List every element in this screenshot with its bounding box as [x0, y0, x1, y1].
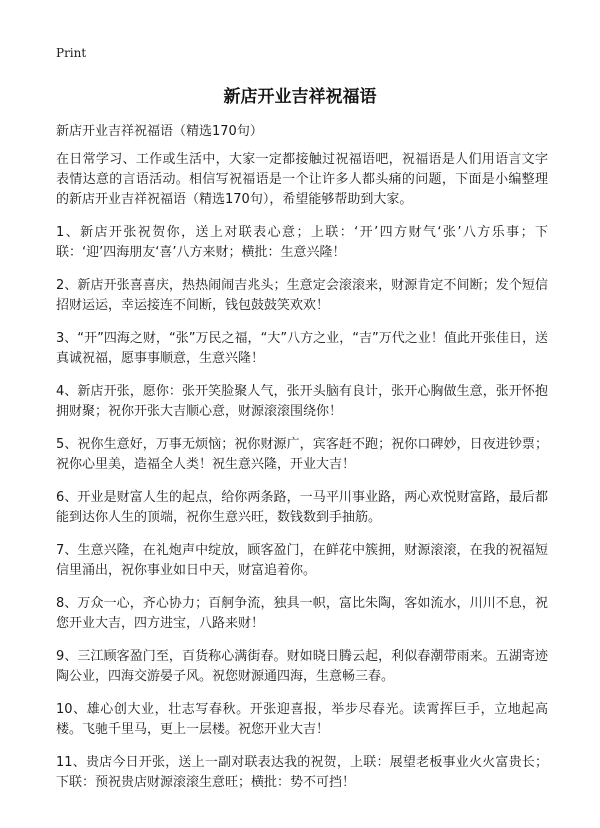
page-subtitle: 新店开业吉祥祝福语（精选170句） [56, 124, 263, 139]
blessing-item-2: 2、新店开张喜喜庆，热热闹闹吉兆头；生意定会滚滚来，财源肯定不间断；发个短信招财运运，幸运接连不间断，钱包鼓鼓笑欢欢！ [56, 278, 548, 313]
intro-paragraph: 在日常学习、工作或生活中，大家一定都接触过祝福语吧，祝福语是人们用语言文字表情达意的言语活动。相信写祝福语是一个让许多人都头痛的问题，下面是小编整理的新店开业吉祥祝福语（精选170句），希望能够帮助到大家。 [56, 152, 548, 207]
blessing-item-11: 11、贵店今日开张，送上一副对联表达我的祝贺，上联：展望老板事业火火富贵长；下联：预祝贵店财源滚滚生意旺；横批：势不可挡！ [56, 755, 548, 790]
article-body [56, 150, 548, 806]
blessing-item-7: 7、生意兴隆，在礼炮声中绽放，顾客盈门，在鲜花中簇拥，财源滚滚，在我的祝福短信里涌出，祝你事业如日中天，财富追着你。 [56, 543, 548, 578]
blessing-item-5: 5、祝你生意好，万事无烦恼；祝你财源广，宾客赶不跑；祝你口碑妙，日夜进钞票；祝你心里美，造福全人类！祝生意兴隆，开业大吉！ [56, 437, 548, 472]
print-link[interactable]: Print [56, 46, 87, 60]
blessing-item-1: 1、新店开张祝贺你，送上对联表心意；上联：‘开’四方财气‘张’八方乐事；下联：‘迎’四海朋友‘喜’八方来财；横批：生意兴隆！ [56, 225, 548, 260]
blessing-item-3: 3、“开”四海之财，“张”万民之福，“大”八方之业，“吉”万代之业！值此开张佳日，送真诚祝福，愿事事顺意，生意兴隆！ [56, 331, 548, 366]
blessing-item-6: 6、开业是财富人生的起点，给你两条路，一马平川事业路，两心欢悦财富路，最后都能到达你人生的顶端，祝你生意兴旺，数钱数到手抽筋。 [56, 490, 548, 525]
page-title: 新店开业吉祥祝福语 [223, 87, 377, 107]
blessing-item-10: 10、雄心创大业，壮志写春秋。开张迎喜报，举步尽春光。读霄挥巨手，立地起高楼。飞驰千里马，更上一层楼。祝您开业大吉！ [56, 702, 548, 737]
blessing-item-4: 4、新店开张，愿你：张开笑脸聚人气，张开头脑有良计，张开心胸做生意，张开怀抱拥财聚；祝你开张大吉顺心意，财源滚滚围绕你！ [56, 384, 548, 419]
blessing-item-8: 8、万众一心，齐心协力；百舸争流，独具一帜，富比朱陶，客如流水，川川不息，祝您开业大吉，四方进宝，八路来财！ [56, 596, 548, 631]
blessing-item-9: 9、三江顾客盈门至，百货称心满街春。财如晓日腾云起，利似春潮带雨来。五湖寄迹陶公业，四海交游晏子风。祝您财源通四海，生意畅三春。 [56, 649, 548, 684]
